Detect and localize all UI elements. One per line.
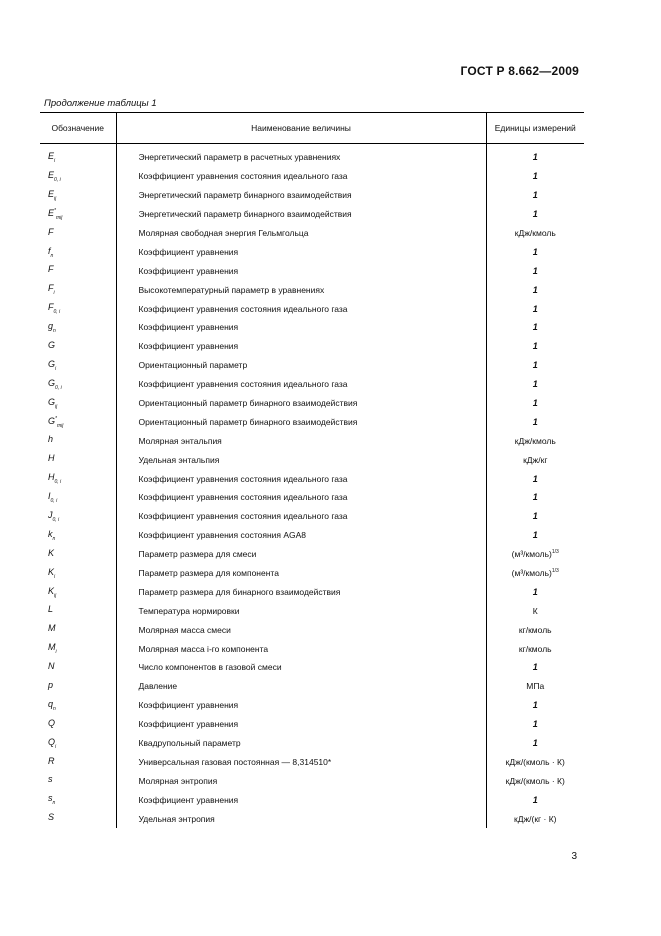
table-row	[40, 167, 584, 186]
unit-value: 1	[532, 322, 538, 333]
table-row	[40, 186, 584, 205]
table-row	[40, 677, 584, 696]
unit-cell	[486, 601, 584, 620]
unit-value: 1	[532, 473, 538, 484]
unit-exponent: 1/3	[551, 568, 559, 575]
symbol-letter: G	[48, 358, 56, 369]
symbol-letter: H	[48, 472, 55, 483]
quantity-name-cell: Коэффициент уравнения	[116, 261, 486, 280]
unit-cell	[486, 564, 584, 583]
quantity-name-cell: Коэффициент уравнения	[116, 337, 486, 356]
unit-cell	[486, 318, 584, 337]
table-row	[40, 488, 584, 507]
unit-value: кДж/кмоль	[514, 228, 556, 238]
symbol-letter: f	[48, 245, 51, 256]
table-body	[40, 144, 584, 829]
table-row	[40, 318, 584, 337]
unit-value: 1	[532, 662, 538, 673]
quantity-name-cell: Квадрупольный параметр	[116, 734, 486, 753]
symbol-subscript: ij	[55, 403, 58, 410]
quantity-name-cell: Коэффициент уравнения	[116, 696, 486, 715]
symbol-letter: F	[48, 226, 54, 237]
quantity-name-cell: Высокотемпературный параметр в уравнениях	[116, 280, 486, 299]
symbol-letter: F	[48, 283, 54, 294]
table-row	[40, 431, 584, 450]
symbol-subscript: mij	[55, 214, 63, 221]
unit-cell	[486, 299, 584, 318]
table-row	[40, 337, 584, 356]
quantity-name-cell: Давление	[116, 677, 486, 696]
symbol-cell	[40, 809, 116, 828]
symbol-letter: J	[48, 509, 53, 520]
symbol-subscript: n	[52, 535, 56, 542]
table-row	[40, 242, 584, 261]
table-row	[40, 753, 584, 772]
quantity-name-cell: Энергетический параметр в расчетных уравнениях	[116, 144, 486, 167]
symbol-letter: q	[48, 698, 54, 709]
unit-cell	[486, 809, 584, 828]
unit-value: 1	[532, 719, 538, 730]
symbol-letter: R	[48, 755, 55, 766]
symbol-cell	[40, 753, 116, 772]
table-row	[40, 280, 584, 299]
quantity-name-cell: Универсальная газовая постоянная — 8,314510*	[116, 753, 486, 772]
table-row	[40, 658, 584, 677]
symbol-subscript: n	[53, 327, 56, 334]
unit-cell	[486, 450, 584, 469]
unit-value: 1	[532, 190, 538, 201]
symbol-cell	[40, 658, 116, 677]
symbol-cell	[40, 582, 116, 601]
symbol-letter: M	[48, 623, 56, 634]
unit-value: (м³/кмоль)	[511, 549, 552, 560]
symbol-letter: s	[48, 774, 53, 785]
unit-value: 1	[532, 171, 538, 182]
table-row	[40, 412, 584, 431]
symbol-letter: E	[48, 207, 55, 218]
symbol-cell	[40, 280, 116, 299]
quantity-name-cell: Число компонентов в газовой смеси	[116, 658, 486, 677]
symbol-cell	[40, 620, 116, 639]
table-row	[40, 809, 584, 828]
unit-cell	[486, 639, 584, 658]
unit-cell	[486, 715, 584, 734]
unit-value: 1	[532, 700, 538, 711]
table-row	[40, 639, 584, 658]
quantity-name-cell: Молярная масса i-го компонента	[116, 639, 486, 658]
unit-cell	[486, 431, 584, 450]
unit-exponent: 1/3	[551, 549, 559, 556]
symbol-subscript: n	[50, 252, 54, 259]
symbol-letter: E	[48, 188, 55, 199]
quantity-name-cell: Молярная энтальпия	[116, 431, 486, 450]
symbol-letter: k	[48, 528, 53, 539]
symbol-subscript: mij	[56, 422, 64, 429]
unit-value: 1	[532, 360, 538, 371]
symbol-cell	[40, 261, 116, 280]
unit-cell	[486, 526, 584, 545]
unit-cell	[486, 696, 584, 715]
unit-cell	[486, 734, 584, 753]
unit-value: 1	[532, 284, 538, 295]
table-row	[40, 601, 584, 620]
quantity-name-cell: Температура нормировки	[116, 601, 486, 620]
quantity-name-cell: Коэффициент уравнения состояния идеального газа	[116, 299, 486, 318]
table-row	[40, 450, 584, 469]
symbol-letter: M	[48, 642, 56, 653]
symbol-subscript: i	[55, 365, 57, 372]
unit-cell	[486, 242, 584, 261]
unit-value: кДж/(кмоль · К)	[505, 756, 565, 767]
unit-value: 1	[532, 209, 538, 220]
unit-cell	[486, 469, 584, 488]
table-row	[40, 394, 584, 413]
table-row	[40, 356, 584, 375]
symbol-cell	[40, 469, 116, 488]
quantity-name-cell: Удельная энтропия	[116, 809, 486, 828]
unit-value: кДж/(кг · К)	[513, 813, 557, 824]
quantity-name-cell: Молярная свободная энергия Гельмгольца	[116, 224, 486, 243]
quantity-name-cell: Ориентационный параметр	[116, 356, 486, 375]
symbol-cell	[40, 186, 116, 205]
symbol-cell	[40, 412, 116, 431]
quantity-name-cell: Коэффициент уравнения состояния идеального газа	[116, 167, 486, 186]
quantity-name-cell: Энергетический параметр бинарного взаимодействия	[116, 186, 486, 205]
quantity-name-cell: Коэффициент уравнения состояния идеального газа	[116, 507, 486, 526]
symbol-letter: F	[48, 264, 54, 275]
symbol-letter: S	[48, 812, 55, 823]
quantity-name-cell: Молярная масса смеси	[116, 620, 486, 639]
symbol-cell	[40, 144, 116, 167]
quantity-name-cell: Молярная энтропия	[116, 771, 486, 790]
symbol-subscript: i	[55, 649, 57, 655]
symbol-superscript: *	[55, 415, 57, 422]
unit-cell	[486, 771, 584, 790]
unit-cell	[486, 356, 584, 375]
symbol-cell	[40, 394, 116, 413]
symbol-letter: Q	[48, 736, 56, 747]
symbol-cell	[40, 167, 116, 186]
unit-value: 1	[532, 511, 538, 522]
symbol-letter: H	[48, 453, 55, 464]
column-header-unit: Единицы измерений	[486, 113, 584, 144]
table-row	[40, 205, 584, 224]
unit-value: кг/кмоль	[518, 643, 552, 654]
symbol-letter: s	[48, 793, 53, 804]
symbol-cell	[40, 375, 116, 394]
table-header-row	[40, 113, 584, 144]
unit-cell	[486, 261, 584, 280]
quantity-name-cell: Энергетический параметр бинарного взаимодействия	[116, 205, 486, 224]
unit-value: кДж/кг	[523, 454, 548, 465]
symbol-cell	[40, 299, 116, 318]
unit-value: 1	[532, 794, 538, 805]
quantity-name-cell: Коэффициент уравнения состояния идеального газа	[116, 375, 486, 394]
symbol-subscript: ij	[54, 195, 57, 202]
unit-value: 1	[532, 341, 538, 352]
symbol-cell	[40, 677, 116, 696]
symbol-subscript: ij	[54, 592, 57, 599]
table-row	[40, 144, 584, 167]
quantity-name-cell: Коэффициент уравнения	[116, 715, 486, 734]
quantity-name-cell: Коэффициент уравнения состояния AGA8	[116, 526, 486, 545]
symbol-letter: g	[48, 321, 54, 332]
symbol-letter: G	[48, 396, 56, 407]
unit-cell	[486, 753, 584, 772]
symbol-subscript: i	[54, 573, 56, 580]
quantity-name-cell: Коэффициент уравнения состояния идеального газа	[116, 488, 486, 507]
unit-cell	[486, 790, 584, 809]
table-row	[40, 734, 584, 753]
symbol-letter: E	[48, 169, 55, 180]
symbol-cell	[40, 696, 116, 715]
unit-cell	[486, 224, 584, 243]
symbol-letter: K	[48, 566, 55, 577]
unit-cell	[486, 337, 584, 356]
unit-value: 1	[532, 246, 538, 257]
unit-value: кг/кмоль	[518, 624, 552, 635]
symbol-cell	[40, 337, 116, 356]
unit-cell	[486, 507, 584, 526]
unit-cell	[486, 658, 584, 677]
symbol-cell	[40, 734, 116, 753]
symbol-letter: E	[48, 151, 55, 162]
unit-value: 1	[532, 303, 538, 314]
symbol-subscript: 0, i	[52, 516, 60, 523]
unit-value: 1	[532, 416, 538, 427]
symbol-letter: p	[48, 679, 54, 690]
symbol-subscript: 0, i	[53, 308, 61, 315]
symbol-cell	[40, 356, 116, 375]
symbol-cell	[40, 545, 116, 564]
table-row	[40, 224, 584, 243]
symbol-subscript: i	[55, 743, 57, 750]
unit-value: кДж/кмоль	[514, 435, 556, 446]
unit-cell	[486, 545, 584, 564]
symbol-subscript: 0, i	[54, 176, 61, 183]
unit-value: 1	[532, 379, 538, 390]
symbol-cell	[40, 431, 116, 450]
table-row	[40, 582, 584, 601]
unit-cell	[486, 582, 584, 601]
unit-cell	[486, 620, 584, 639]
table-row	[40, 696, 584, 715]
table-continuation-caption: Продолжение таблицы 1	[44, 98, 157, 109]
quantity-name-cell: Ориентационный параметр бинарного взаимодействия	[116, 412, 486, 431]
symbol-cell	[40, 601, 116, 620]
symbol-cell	[40, 790, 116, 809]
symbol-subscript: n	[52, 800, 56, 807]
symbol-letter: I	[48, 491, 51, 502]
symbol-letter: G	[48, 339, 56, 350]
symbol-cell	[40, 488, 116, 507]
table-row	[40, 790, 584, 809]
table-row	[40, 261, 584, 280]
quantity-name-cell: Параметр размера для смеси	[116, 545, 486, 564]
unit-cell	[486, 375, 584, 394]
symbols-table	[40, 112, 584, 828]
column-header-name: Наименование величины	[116, 113, 486, 144]
symbol-cell	[40, 715, 116, 734]
unit-cell	[486, 488, 584, 507]
unit-value: кДж/(кмоль · К)	[505, 775, 565, 786]
quantity-name-cell: Удельная энтальпия	[116, 450, 486, 469]
symbol-cell	[40, 205, 116, 224]
unit-cell	[486, 167, 584, 186]
symbol-cell	[40, 564, 116, 583]
page-number: 3	[571, 851, 577, 862]
unit-cell	[486, 280, 584, 299]
unit-cell	[486, 205, 584, 224]
document-code: ГОСТ Р 8.662—2009	[460, 64, 579, 78]
table-row	[40, 771, 584, 790]
unit-value: 1	[532, 152, 538, 163]
table-row	[40, 469, 584, 488]
unit-cell	[486, 186, 584, 205]
table-row	[40, 299, 584, 318]
symbol-subscript: 0, i	[50, 497, 58, 504]
symbol-letter: h	[48, 434, 54, 445]
table-row	[40, 526, 584, 545]
symbol-letter: L	[48, 604, 54, 615]
column-header-symbol: Обозначение	[40, 113, 116, 144]
symbol-subscript: i	[53, 290, 55, 297]
quantity-name-cell: Коэффициент уравнения	[116, 790, 486, 809]
quantity-name-cell: Параметр размера для бинарного взаимодействия	[116, 582, 486, 601]
table-row	[40, 564, 584, 583]
table-row	[40, 375, 584, 394]
quantity-name-cell: Коэффициент уравнения	[116, 242, 486, 261]
symbol-subscript: i	[54, 157, 56, 164]
symbol-subscript: n	[53, 705, 56, 712]
quantity-name-cell: Коэффициент уравнения состояния идеального газа	[116, 469, 486, 488]
unit-value: 1	[532, 530, 538, 541]
table-row	[40, 715, 584, 734]
unit-value: К	[532, 605, 538, 616]
symbol-cell	[40, 526, 116, 545]
unit-value: МПа	[526, 681, 545, 692]
symbol-cell	[40, 450, 116, 469]
unit-cell	[486, 144, 584, 167]
unit-value: 1	[532, 738, 538, 749]
symbol-cell	[40, 507, 116, 526]
quantity-name-cell: Коэффициент уравнения	[116, 318, 486, 337]
symbol-letter: Q	[48, 717, 56, 728]
table-row	[40, 507, 584, 526]
symbol-letter: K	[48, 547, 55, 558]
symbol-cell	[40, 771, 116, 790]
symbol-letter: K	[48, 585, 55, 596]
symbol-superscript: *	[54, 207, 56, 214]
unit-value: 1	[532, 398, 538, 409]
symbol-cell	[40, 639, 116, 658]
quantity-name-cell: Параметр размера для компонента	[116, 564, 486, 583]
table-row	[40, 620, 584, 639]
quantity-name-cell: Ориентационный параметр бинарного взаимодействия	[116, 394, 486, 413]
unit-cell	[486, 412, 584, 431]
unit-cell	[486, 394, 584, 413]
unit-value: 1	[532, 265, 538, 276]
unit-value: 1	[532, 492, 538, 503]
symbol-subscript: 0, i	[55, 384, 62, 391]
symbol-letter: G	[48, 415, 56, 426]
symbol-letter: N	[48, 661, 55, 672]
unit-value: (м³/кмоль)	[511, 568, 552, 579]
unit-cell	[486, 677, 584, 696]
unit-value: 1	[532, 586, 538, 597]
symbol-subscript: 0, i	[54, 478, 62, 485]
table-row	[40, 545, 584, 564]
symbol-letter: F	[48, 302, 54, 313]
symbol-cell	[40, 318, 116, 337]
symbol-cell	[40, 242, 116, 261]
symbol-cell	[40, 224, 116, 243]
symbol-letter: G	[48, 377, 56, 388]
